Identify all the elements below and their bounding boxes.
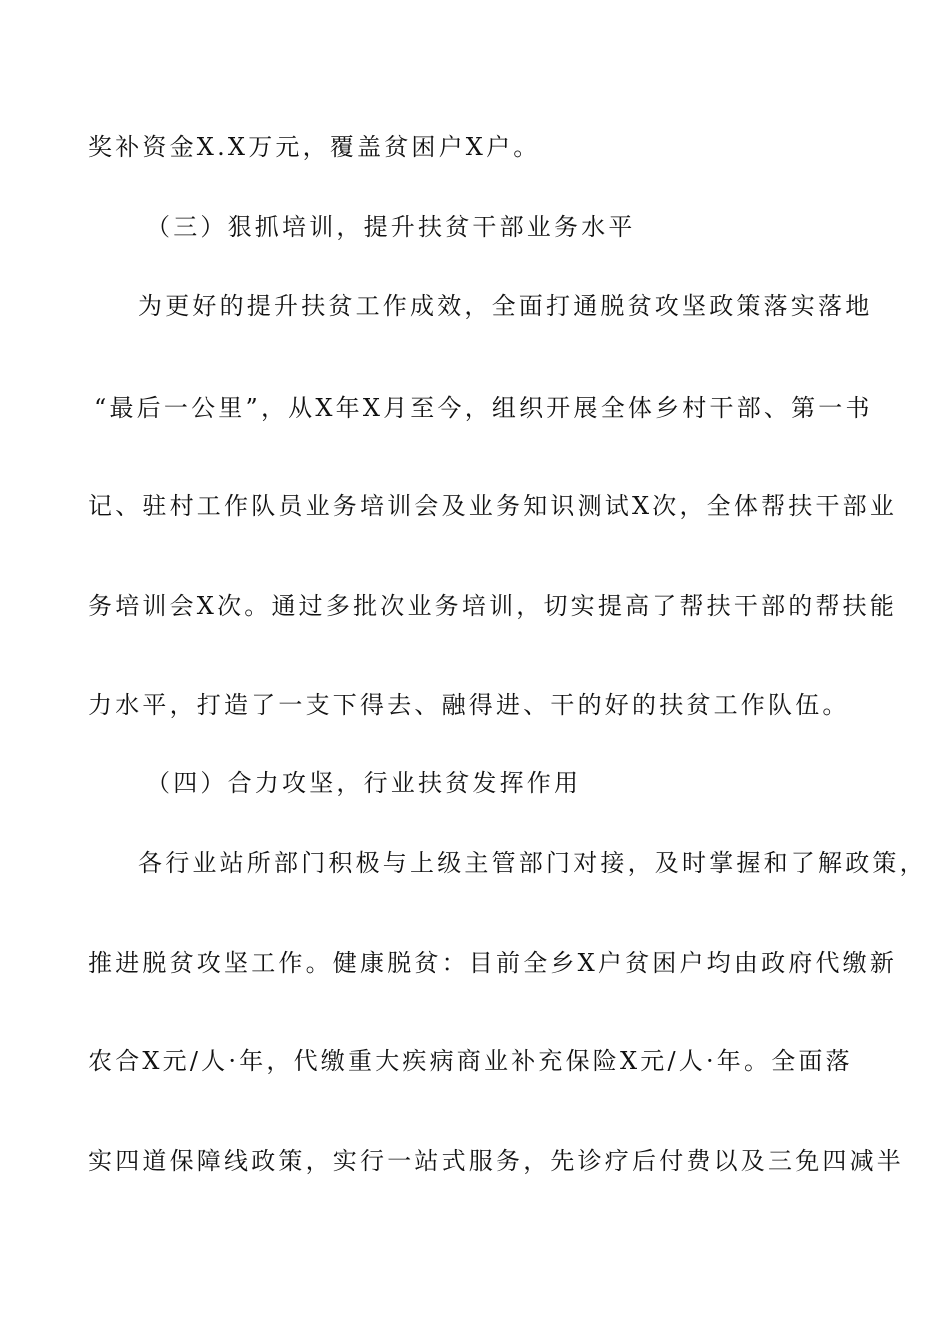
section-heading-three: （三）狠抓培训，提升扶贫干部业务水平 [146,213,636,241]
paragraph-line: 记、驻村工作队员业务培训会及业务知识测试X次，全体帮扶干部业 [88,492,898,520]
paragraph-line: 力水平，打造了一支下得去、融得进、干的好的扶贫工作队伍。 [88,691,850,719]
paragraph-line: 奖补资金X.X万元，覆盖贫困户X户。 [88,133,541,161]
paragraph-line: 各行业站所部门积极与上级主管部门对接，及时掌握和了解政策， [138,849,927,877]
paragraph-line: 实四道保障线政策，实行一站式服务，先诊疗后付费以及三免四减半 [88,1147,904,1175]
paragraph-line: 为更好的提升扶贫工作成效，全面打通脱贫攻坚政策落实落地 [138,292,873,320]
paragraph-line: “最后一公里”，从X年X月至今，组织开展全体乡村干部、第一书 [94,394,873,422]
paragraph-line: 推进脱贫攻坚工作。健康脱贫：目前全乡X户贫困户均由政府代缴新 [88,949,898,977]
section-heading-four: （四）合力攻坚，行业扶贫发挥作用 [146,769,582,797]
paragraph-line: 务培训会X次。通过多批次业务培训，切实提高了帮扶干部的帮扶能 [88,592,898,620]
paragraph-line: 农合X元/人·年，代缴重大疾病商业补充保险X元/人·年。全面落 [88,1047,853,1075]
